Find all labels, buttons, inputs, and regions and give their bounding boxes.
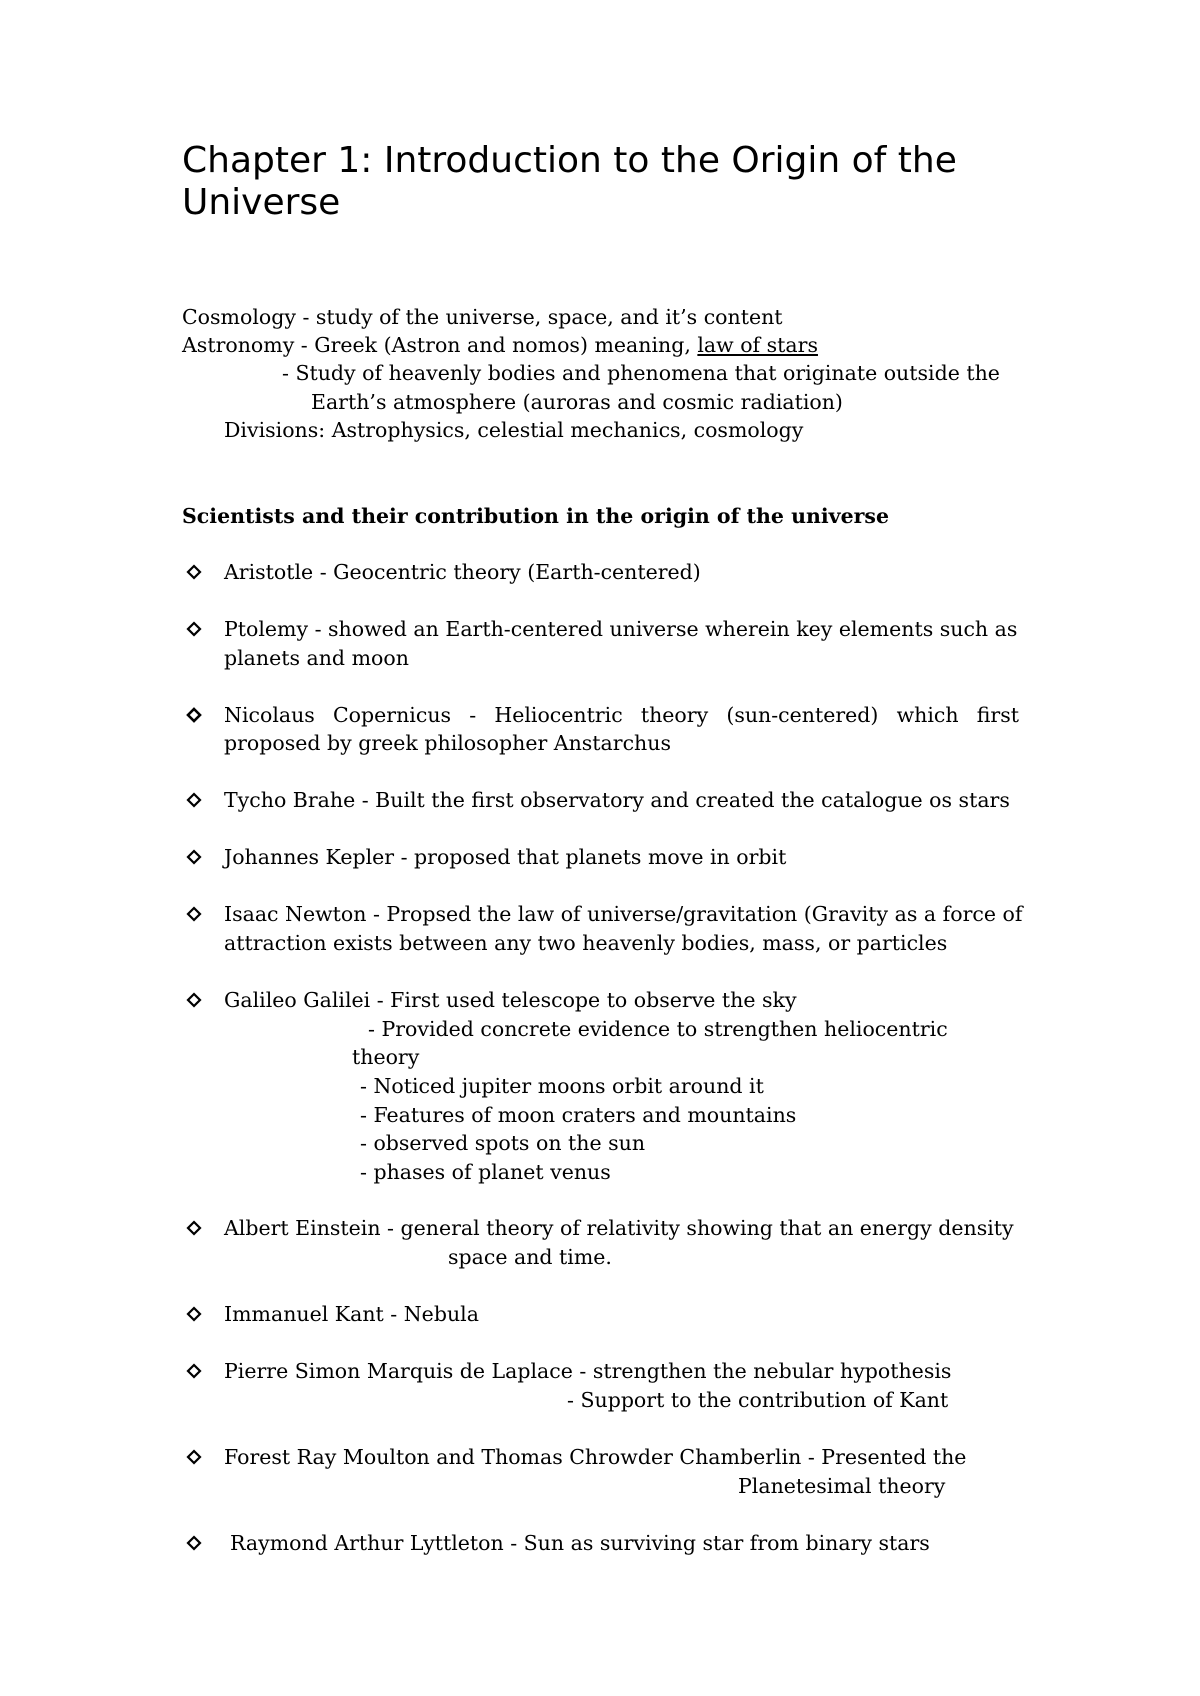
diamond-bullet-icon	[186, 1535, 202, 1551]
astronomy-definition	[182, 331, 818, 359]
diamond-bullet-icon	[186, 849, 202, 865]
scientist-moulton-line-2: Planetesimal theory	[738, 1474, 946, 1498]
scientist-einstein-line-1: Albert Einstein - general theory of relativity showing that an energy density	[224, 1216, 1014, 1240]
diamond-bullet-icon	[186, 621, 202, 637]
diamond-bullet-icon	[186, 792, 202, 808]
scientist-ptolemy-line-1: Ptolemy - showed an Earth-centered universe wherein key elements such as	[224, 617, 1018, 641]
scientist-galileo-line-4: - Noticed jupiter moons orbit around it	[360, 1074, 764, 1098]
astronomy-definition-text: Astronomy - Greek (Astron and nomos) meaning,	[182, 333, 698, 357]
scientist-galileo-line-1: Galileo Galilei - First used telescope to observe the sky	[224, 988, 797, 1012]
scientist-einstein-line-2: space and time.	[448, 1245, 612, 1269]
diamond-bullet-icon	[186, 1363, 202, 1379]
scientist-laplace-line-1: Pierre Simon Marquis de Laplace - strengthen the nebular hypothesis	[224, 1359, 952, 1383]
scientist-newton-line-1: Isaac Newton - Propsed the law of universe/gravitation (Gravity as a force of	[224, 902, 1023, 926]
scientist-aristotle: Aristotle - Geocentric theory (Earth-centered)	[224, 560, 701, 584]
scientist-lyttleton: Raymond Arthur Lyttleton - Sun as surviving star from binary stars	[230, 1531, 930, 1555]
section-heading: Scientists and their contribution in the origin of the universe	[182, 504, 890, 528]
astronomy-subline-2: Earth’s atmosphere (auroras and cosmic radiation)	[311, 390, 843, 414]
scientist-galileo-line-6: - observed spots on the sun	[360, 1131, 646, 1155]
diamond-bullet-icon	[186, 906, 202, 922]
diamond-bullet-icon	[186, 564, 202, 580]
scientist-kepler: Johannes Kepler - proposed that planets move in orbit	[224, 845, 787, 869]
diamond-bullet-icon	[186, 707, 202, 723]
scientist-newton-line-2: attraction exists between any two heavenly bodies, mass, or particles	[224, 931, 948, 955]
scientist-laplace-line-2: - Support to the contribution of Kant	[567, 1388, 949, 1412]
scientist-brahe: Tycho Brahe - Built the first observatory and created the catalogue os stars	[224, 788, 1010, 812]
scientist-moulton-line-1: Forest Ray Moulton and Thomas Chrowder Chamberlin - Presented the	[224, 1445, 967, 1469]
law-of-stars-underlined: law of stars	[697, 333, 818, 357]
chapter-title: Chapter 1: Introduction to the Origin of the Universe	[182, 140, 957, 223]
scientist-galileo-line-5: - Features of moon craters and mountains	[360, 1103, 797, 1127]
scientist-galileo-line-2: - Provided concrete evidence to strengthen heliocentric	[368, 1017, 948, 1041]
diamond-bullet-icon	[186, 1449, 202, 1465]
astronomy-subline-1: - Study of heavenly bodies and phenomena that originate outside the	[282, 361, 1000, 385]
scientist-galileo-line-3: theory	[352, 1045, 420, 1069]
scientist-copernicus-line-1: Nicolaus Copernicus - Heliocentric theory (sun-centered) which first	[224, 703, 1019, 727]
scientist-copernicus-line-2: proposed by greek philosopher Anstarchus	[224, 731, 671, 755]
scientist-kant: Immanuel Kant - Nebula	[224, 1302, 479, 1326]
astronomy-divisions: Divisions: Astrophysics, celestial mechanics, cosmology	[224, 418, 804, 442]
cosmology-definition: Cosmology - study of the universe, space, and it’s content	[182, 305, 783, 329]
scientist-ptolemy-line-2: planets and moon	[224, 646, 409, 670]
diamond-bullet-icon	[186, 1220, 202, 1236]
diamond-bullet-icon	[186, 992, 202, 1008]
diamond-bullet-icon	[186, 1306, 202, 1322]
scientist-galileo-line-7: - phases of planet venus	[360, 1160, 611, 1184]
